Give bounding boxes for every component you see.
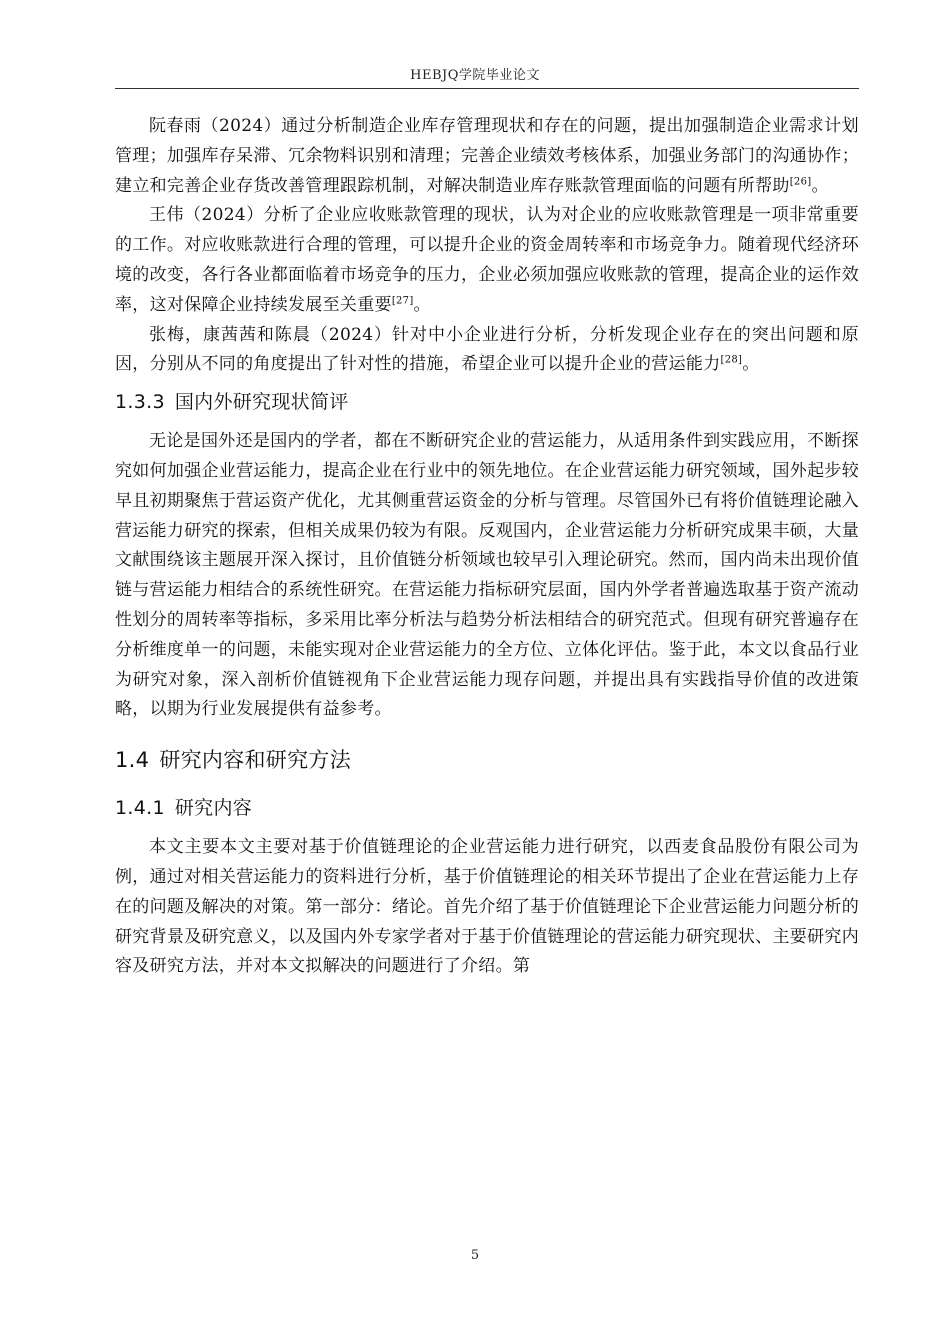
heading-1-4-1 [115, 793, 859, 820]
paragraph-text: 无论是国外还是国内的学者，都在不断研究企业的营运能力，从适用条件到实践应用，不断探究如何加强企业营运能力，提高企业在行业中的领先地位。在企业营运能力研究领域，国外起步较早且初期聚焦于营运资产优化，尤其侧重营运资金的分析与管理。尽管国外已有将价值链理论融入营运能力研究的探索，但相关成果仍较为有限。反观国内，企业营运能力分析研究成果丰硕，大量文献围绕该主题展开深入探讨，且价值链分析领域也较早引入理论研究。然而，国内尚未出现价值链与营运能力相结合的系统性研究。在营运能力指标研究层面，国内外学者普遍选取基于资产流动性划分的周转率等指标，多采用比率分析法与趋势分析法相结合的研究范式。但现有研究普遍存在分析维度单一的问题，未能实现对企业营运能力的全方位、立体化评估。鉴于此，本文以食品行业为研究对象，深入剖析价值链视角下企业营运能力现存问题，并提出具有实践指导价值的改进策略，以期为行业发展提供有益参考。 [115, 431, 859, 720]
paragraph-end: 。 [413, 294, 431, 315]
body-text [115, 112, 859, 982]
header-divider [115, 88, 859, 89]
section-title: 国内外研究现状简评 [174, 391, 349, 414]
heading-1-3-3 [115, 387, 859, 414]
page-number: 5 [470, 1248, 480, 1263]
paragraph-end: 。 [742, 354, 760, 375]
section-title: 研究内容和研究方法 [159, 748, 352, 773]
paragraph-text: 王伟（2024）分析了企业应收账款管理的现状，认为对企业的应收账款管理是一项非常重要的工作。对应收账款进行合理的管理，可以提升企业的资金周转率和市场竞争力。随着现代经济环境的改变，各行各业都面临着市场竞争的压力，企业必须加强应收账款的管理，提高企业的运作效率，这对保障企业持续发展至关重要 [115, 205, 859, 315]
running-header: HEBJQ学院毕业论文 [410, 68, 540, 83]
paragraph-text: 张梅，康茜茜和陈晨（2024）针对中小企业进行分析，分析发现企业存在的突出问题和原因，分别从不同的角度提出了针对性的措施，希望企业可以提升企业的营运能力 [115, 324, 859, 375]
section-title: 研究内容 [174, 797, 253, 820]
section-number: 1.3.3 [115, 391, 165, 414]
paragraph-text: 阮春雨（2024）通过分析制造企业库存管理现状和存在的问题，提出加强制造企业需求计划管理；加强库存呆滞、冗余物料识别和清理；完善企业绩效考核体系，加强业务部门的沟通协作；建立和完善企业存货改善管理跟踪机制，对解决制造业库存账款管理面临的问题有所帮助 [115, 116, 859, 196]
paragraph-review [115, 427, 859, 725]
citation-ref: [28] [720, 354, 743, 366]
section-number: 1.4 [115, 748, 150, 773]
heading-1-4 [115, 744, 859, 774]
paragraph-ruan-chunyu [115, 112, 859, 201]
paragraph-end: 。 [811, 175, 829, 196]
section-number: 1.4.1 [115, 797, 165, 820]
paragraph-zhang-mei [115, 321, 859, 381]
paragraph-text: 本文主要本文主要对基于价值链理论的企业营运能力进行研究，以西麦食品股份有限公司为例，通过对相关营运能力的资料进行分析，基于价值链理论的相关环节提出了企业在营运能力上存在的问题及解决的对策。第一部分：绪论。首先介绍了基于价值链理论下企业营运能力问题分析的研究背景及研究意义，以及国内外专家学者对于基于价值链理论的营运能力研究现状、主要研究内容及研究方法，并对本文拟解决的问题进行了介绍。第 [115, 837, 859, 977]
paragraph-wang-wei [115, 201, 859, 320]
citation-ref: [26] [789, 175, 812, 187]
citation-ref: [27] [391, 295, 414, 307]
paragraph-research-content [115, 833, 859, 982]
